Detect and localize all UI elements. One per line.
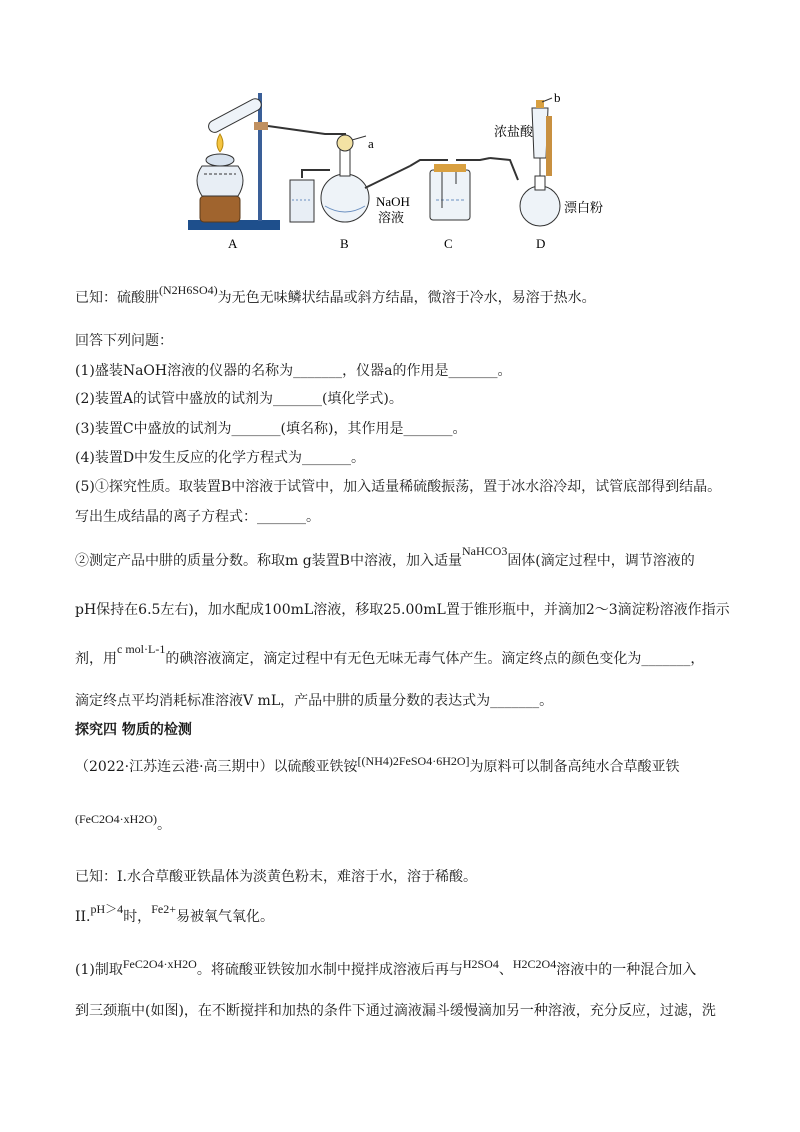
q5e-post: 的碘溶液滴定，滴定过程中有无色无味无毒气体产生。滴定终点的颜色变化为_______， [165, 651, 705, 667]
oxalic-acid: H2C2O4 [512, 957, 557, 971]
p2b-post: 。 [157, 817, 171, 833]
apparatus-a [188, 93, 345, 230]
known-2 [75, 902, 274, 927]
apparatus-figure [180, 88, 620, 258]
apparatus-c [410, 158, 490, 220]
k2-post: 易被氧气氧化。 [175, 909, 274, 925]
problem-intro [75, 754, 680, 777]
question-2: (2)装置A的试管中盛放的试剂为_______(填化学式)。 [75, 391, 403, 407]
k2-mid: 时， [123, 909, 152, 925]
concentration-formula: c mol·L-1 [117, 642, 166, 656]
question-5b: 写出生成结晶的离子方程式：_______。 [75, 509, 320, 525]
question-3: (3)装置C中盛放的试剂为_______(填名称)，其作用是_______。 [75, 421, 467, 437]
hydrazine-sulfate-formula: (N2H6SO4) [159, 283, 218, 297]
known-suffix: 为无色无味鳞状结晶或斜方结晶，微溶于冷水，易溶于热水。 [217, 290, 596, 306]
question-5d: pH保持在6.5左右)，加水配成100mL溶液，移取25.00mL置于锥形瓶中，并滴加2～3滴淀粉溶液作指示 [75, 602, 730, 618]
known-1: 已知：I.水合草酸亚铁晶体为淡黄色粉末，难溶于水，溶于稀酸。 [75, 869, 477, 885]
nahco3-formula: NaHCO3 [461, 544, 508, 558]
known-prefix: 已知：硫酸肼 [75, 290, 159, 306]
ferrous-oxalate-formula: (FeC2O4·xH2O) [75, 812, 157, 826]
fe2-ion: Fe2+ [151, 902, 176, 916]
apparatus-d [490, 98, 560, 226]
ammonium-iron-sulfate-formula: [(NH4)2FeSO4·6H2O] [357, 754, 470, 768]
question-5a: (5)①探究性质。取装置B中溶液于试管中，加入适量稀硫酸振荡，置于冰水浴冷却，试管底部得到结晶。 [75, 479, 722, 495]
answer-intro: 回答下列问题： [75, 333, 173, 349]
problem-intro-2 [75, 812, 171, 835]
known-line [75, 283, 596, 308]
label-a-apparatus: A [228, 236, 238, 251]
label-c-apparatus: C [444, 236, 453, 251]
section-title: 探究四 物质的检测 [75, 722, 192, 738]
question-5c [75, 544, 695, 571]
label-bleaching-powder: 漂白粉 [564, 200, 604, 215]
label-b-apparatus: B [340, 236, 349, 251]
question-5e [75, 642, 705, 669]
part-1-cont: 到三颈瓶中(如图)，在不断搅拌和加热的条件下通过滴液漏斗缓慢滴加另一种溶液，充分反应，过滤，洗 [75, 1003, 716, 1019]
p3-post: 溶液中的一种混合加入 [556, 962, 697, 978]
p2a-pre: （2022·江苏连云港·高三期中）以硫酸亚铁铵 [75, 759, 358, 775]
ph-condition: pH＞4 [90, 902, 124, 916]
question-1: (1)盛装NaOH溶液的仪器的名称为_______，仪器a的作用是_______。 [75, 363, 512, 379]
label-naoh: NaOH [376, 194, 410, 209]
p3-pre: (1)制取 [75, 962, 123, 978]
p3-mid: 。将硫酸亚铁铵加水制中搅拌成溶液后再与 [196, 962, 463, 978]
q5e-pre: 剂，用 [75, 651, 117, 667]
label-conc-hcl: 浓盐酸 [494, 124, 534, 139]
q5c-pre: ②测定产品中肼的质量分数。称取m g装置B中溶液，加入适量 [75, 553, 462, 569]
label-a-instrument: a [368, 136, 374, 151]
label-naoh-solution: 溶液 [378, 210, 405, 225]
label-b-instrument: b [554, 90, 561, 105]
part-1 [75, 957, 697, 980]
label-d-apparatus: D [536, 236, 546, 251]
p2a-post: 为原料可以制备高纯水合草酸亚铁 [469, 759, 680, 775]
p3-sep: 、 [498, 962, 513, 978]
ferrous-oxalate-hydrate: FeC2O4·xH2O [122, 957, 197, 971]
question-5f: 滴定终点平均消耗标准溶液V mL，产品中肼的质量分数的表达式为_______。 [75, 693, 554, 709]
k2-pre: II. [75, 909, 91, 925]
question-4: (4)装置D中发生反应的化学方程式为_______。 [75, 450, 366, 466]
q5c-post: 固体(滴定过程中，调节溶液的 [507, 553, 695, 569]
sulfuric-acid: H2SO4 [462, 957, 499, 971]
